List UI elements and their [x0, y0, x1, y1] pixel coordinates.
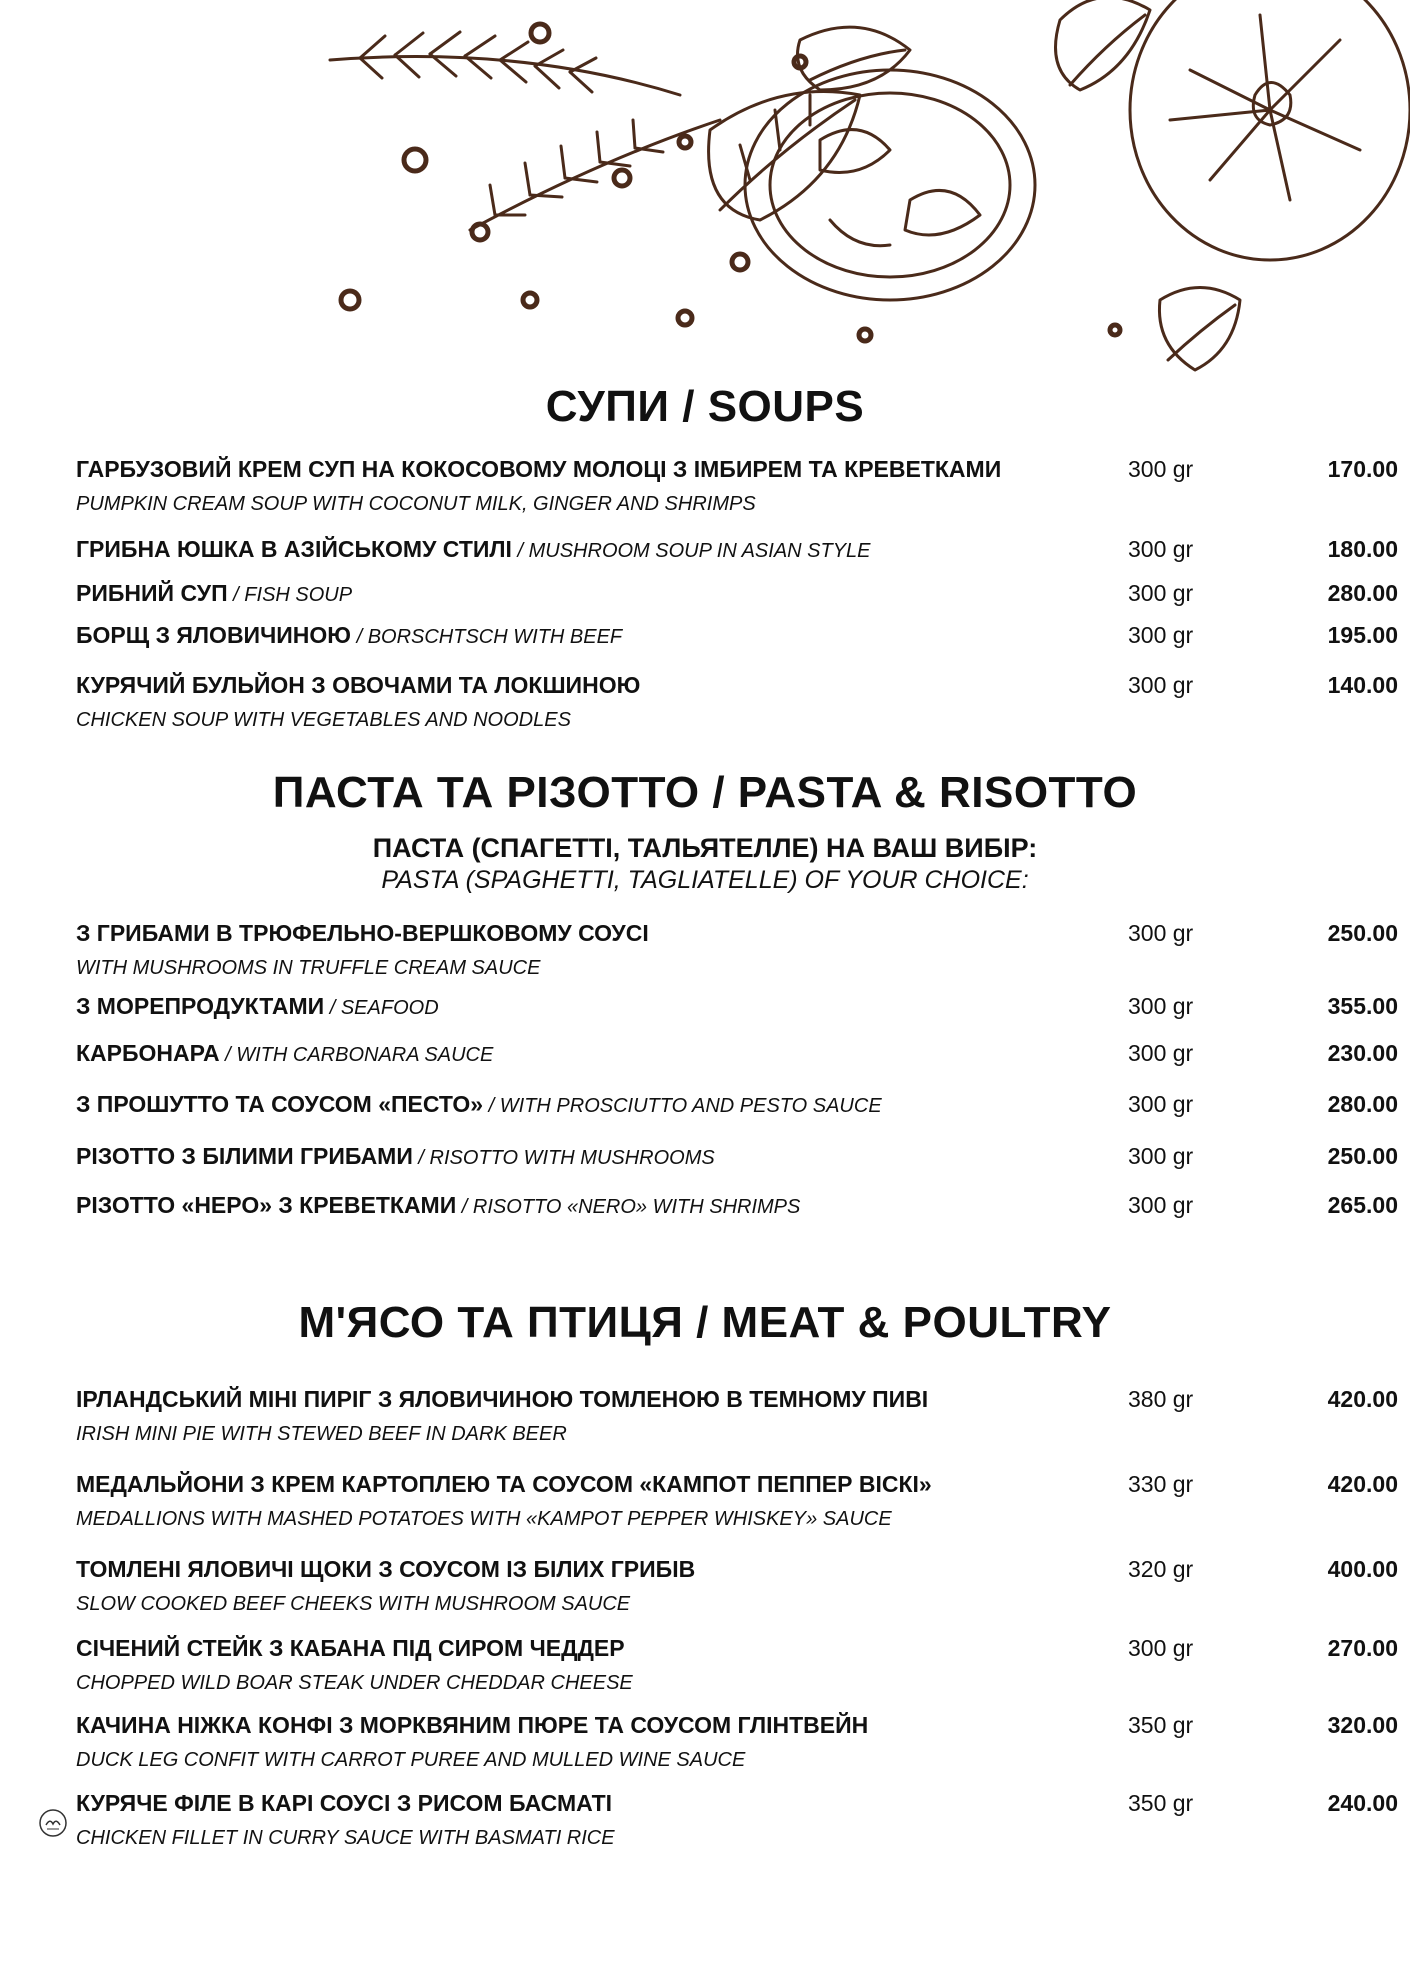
item-weight: 300 gr: [1128, 1192, 1194, 1218]
item-price: 230.00: [1327, 1040, 1398, 1066]
item-name-en: CHICKEN SOUP WITH VEGETABLES AND NOODLES: [76, 709, 571, 731]
item-weight: 380 gr: [1128, 1386, 1194, 1412]
item-weight: 350 gr: [1128, 1790, 1194, 1816]
menu-item: БОРЩ З ЯЛОВИЧИНОЮ / BORSCHTSCH WITH BEEF 300 gr 195.00: [76, 622, 1398, 648]
item-name-en: IRISH MINI PIE WITH STEWED BEEF IN DARK BEER: [76, 1423, 567, 1445]
menu-item: [76, 1386, 1398, 1446]
item-weight: 320 gr: [1128, 1556, 1194, 1582]
item-name-en: FISH SOUP: [244, 584, 353, 606]
menu-item: [76, 1790, 1398, 1850]
rosemary-basil-tomato-illustration: [300, 0, 1410, 390]
item-price: 265.00: [1327, 1192, 1398, 1218]
item-name-en: WITH CARBONARA SAUCE: [236, 1044, 494, 1066]
section-title-pasta: ПАСТА ТА РІЗОТТО / PASTA & RISOTTO: [272, 768, 1138, 817]
menu-item: З МОРЕПРОДУКТАМИ / SEAFOOD 300 gr 355.00: [76, 993, 1398, 1019]
item-name-ua: З ГРИБАМИ В ТРЮФЕЛЬНО-ВЕРШКОВОМУ СОУСІ: [76, 920, 649, 946]
item-weight: 300 gr: [1128, 622, 1194, 648]
item-name-ua: ГРИБНА ЮШКА В АЗІЙСЬКОМУ СТИЛІ: [76, 536, 512, 562]
item-name-ua: КАРБОНАРА: [76, 1040, 220, 1066]
pasta-subtitle-ua: ПАСТА (СПАГЕТТІ, ТАЛЬЯТЕЛЛЕ) НА ВАШ ВИБІР:: [372, 833, 1038, 863]
item-name-ua: З ПРОШУТТО ТА СОУСОМ «ПЕСТО»: [76, 1091, 484, 1117]
menu-item: РІЗОТТО З БІЛИМИ ГРИБАМИ / RISOTTO WITH MUSHROOMS 300 gr 250.00: [76, 1143, 1398, 1169]
item-weight: 300 gr: [1128, 580, 1194, 606]
menu-item: [76, 672, 1398, 732]
item-name-ua: СІЧЕНИЙ СТЕЙК З КАБАНА ПІД СИРОМ ЧЕДДЕР: [76, 1635, 625, 1661]
item-name-ua: БОРЩ З ЯЛОВИЧИНОЮ: [76, 622, 352, 648]
menu-item: РІЗОТТО «НЕРО» З КРЕВЕТКАМИ / RISOTTO «NERO» WITH SHRIMPS 300 gr 265.00: [76, 1192, 1398, 1218]
item-name-en: CHICKEN FILLET IN CURRY SAUCE WITH BASMATI RICE: [76, 1827, 615, 1849]
item-price: 270.00: [1327, 1635, 1398, 1661]
item-weight: 300 gr: [1128, 1143, 1194, 1169]
menu-item: [76, 1471, 1398, 1531]
item-name-ua: РИБНИЙ СУП: [76, 580, 228, 606]
item-name-ua: МЕДАЛЬЙОНИ З КРЕМ КАРТОПЛЕЮ ТА СОУСОМ «КАМПОТ ПЕППЕР ВІСКІ»: [76, 1471, 932, 1497]
menu-item: [76, 1635, 1398, 1695]
item-weight: 350 gr: [1128, 1712, 1194, 1738]
menu-item: [76, 1556, 1398, 1616]
menu-item: ГРИБНА ЮШКА В АЗІЙСЬКОМУ СТИЛІ / MUSHROOM SOUP IN ASIAN STYLE 300 gr 180.00: [76, 536, 1398, 562]
menu-item: КАРБОНАРА / WITH CARBONARA SAUCE 300 gr 230.00: [76, 1040, 1398, 1066]
item-name-en: DUCK LEG CONFIT WITH CARROT PUREE AND MULLED WINE SAUCE: [76, 1749, 746, 1771]
item-price: 280.00: [1327, 580, 1398, 606]
item-name-ua: КАЧИНА НІЖКА КОНФІ З МОРКВЯНИМ ПЮРЕ ТА СОУСОМ ГЛІНТВЕЙН: [76, 1712, 869, 1738]
menu-item: РИБНИЙ СУП / FISH SOUP 300 gr 280.00: [76, 580, 1398, 606]
menu-item: [76, 456, 1398, 516]
item-price: 250.00: [1327, 920, 1398, 946]
item-name-ua: З МОРЕПРОДУКТАМИ: [76, 993, 325, 1019]
item-name-en: MEDALLIONS WITH MASHED POTATOES WITH «KAMPOT PEPPER WHISKEY» SAUCE: [76, 1508, 892, 1530]
item-name-en: BORSCHTSCH WITH BEEF: [367, 626, 623, 648]
item-weight: 300 gr: [1128, 920, 1194, 946]
halal-icon: [38, 1808, 68, 1838]
item-name-en: CHOPPED WILD BOAR STEAK UNDER CHEDDAR CHEESE: [76, 1672, 633, 1694]
item-name-en: WITH PROSCIUTTO AND PESTO SAUCE: [499, 1095, 882, 1117]
section-title-meat: М'ЯСО ТА ПТИЦЯ / MEAT & POULTRY: [298, 1298, 1112, 1347]
section-title-soups: СУПИ / SOUPS: [545, 382, 865, 431]
item-price: 355.00: [1327, 993, 1398, 1019]
item-name-en: MUSHROOM SOUP IN ASIAN STYLE: [528, 540, 871, 562]
item-price: 240.00: [1327, 1790, 1398, 1816]
item-weight: 300 gr: [1128, 1091, 1194, 1117]
item-name-ua: РІЗОТТО З БІЛИМИ ГРИБАМИ: [76, 1143, 413, 1169]
item-name-en: WITH MUSHROOMS IN TRUFFLE CREAM SAUCE: [76, 957, 541, 979]
item-weight: 300 gr: [1128, 672, 1194, 698]
item-name-en: SLOW COOKED BEEF CHEEKS WITH MUSHROOM SAUCE: [76, 1593, 631, 1615]
item-price: 280.00: [1327, 1091, 1398, 1117]
item-weight: 300 gr: [1128, 993, 1194, 1019]
item-name-ua: ТОМЛЕНІ ЯЛОВИЧІ ЩОКИ З СОУСОМ ІЗ БІЛИХ ГРИБІВ: [76, 1556, 696, 1582]
item-name-en: SEAFOOD: [340, 997, 439, 1019]
item-price: 140.00: [1327, 672, 1398, 698]
menu-item: [76, 1712, 1398, 1772]
pasta-subtitle-en: PASTA (SPAGHETTI, TAGLIATELLE) OF YOUR CHOICE:: [381, 866, 1029, 894]
item-weight: 300 gr: [1128, 1040, 1194, 1066]
item-name-en: RISOTTO «NERO» WITH SHRIMPS: [472, 1196, 801, 1218]
item-price: 320.00: [1327, 1712, 1398, 1738]
item-price: 170.00: [1327, 456, 1398, 482]
item-price: 420.00: [1327, 1386, 1398, 1412]
item-weight: 300 gr: [1128, 536, 1194, 562]
item-price: 250.00: [1327, 1143, 1398, 1169]
item-name-ua: ГАРБУЗОВИЙ КРЕМ СУП НА КОКОСОВОМУ МОЛОЦІ З ІМБИРЕМ ТА КРЕВЕТКАМИ: [76, 456, 1002, 482]
item-name-en: RISOTTO WITH MUSHROOMS: [429, 1147, 715, 1169]
item-price: 180.00: [1327, 536, 1398, 562]
item-name-ua: КУРЯЧИЙ БУЛЬЙОН З ОВОЧАМИ ТА ЛОКШИНОЮ: [76, 672, 641, 698]
item-name-ua: ІРЛАНДСЬКИЙ МІНІ ПИРІГ З ЯЛОВИЧИНОЮ ТОМЛЕНОЮ В ТЕМНОМУ ПИВІ: [76, 1386, 929, 1412]
item-price: 195.00: [1327, 622, 1398, 648]
item-name-ua: РІЗОТТО «НЕРО» З КРЕВЕТКАМИ: [76, 1192, 457, 1218]
item-price: 400.00: [1327, 1556, 1398, 1582]
item-weight: 300 gr: [1128, 456, 1194, 482]
item-name-ua: КУРЯЧЕ ФІЛЕ В КАРІ СОУСІ З РИСОМ БАСМАТІ: [76, 1790, 613, 1816]
menu-item: [76, 920, 1398, 980]
item-name-en: PUMPKIN CREAM SOUP WITH COCONUT MILK, GINGER AND SHRIMPS: [76, 493, 756, 515]
menu-item: З ПРОШУТТО ТА СОУСОМ «ПЕСТО» / WITH PROSCIUTTO AND PESTO SAUCE 300 gr 280.00: [76, 1091, 1398, 1117]
item-weight: 330 gr: [1128, 1471, 1194, 1497]
item-price: 420.00: [1327, 1471, 1398, 1497]
item-weight: 300 gr: [1128, 1635, 1194, 1661]
